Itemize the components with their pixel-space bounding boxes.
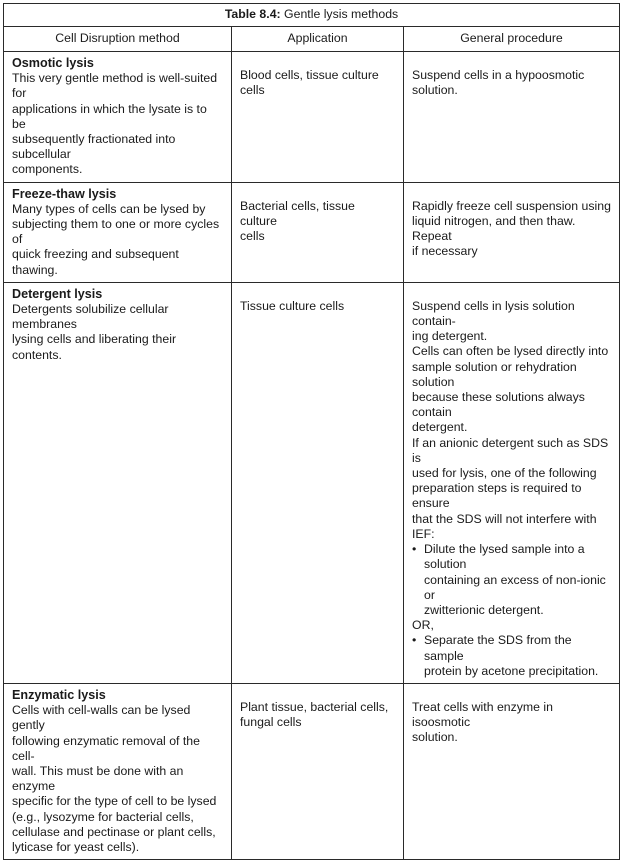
table-row — [4, 683, 620, 859]
application-cell — [232, 282, 404, 683]
procedure-line: Cells can often be lysed directly into — [412, 344, 609, 359]
header-application: Application — [232, 27, 404, 52]
description-line: components. — [12, 162, 83, 177]
application-cell — [232, 182, 404, 282]
procedure-line: ing detergent. — [412, 329, 488, 344]
description-line: (e.g., lysozyme for bacterial cells, — [12, 809, 194, 824]
bullet-dot: • — [412, 542, 417, 557]
or-text: OR, — [412, 618, 434, 633]
procedure-line: if necessary — [412, 244, 478, 259]
bullet-line: Separate the SDS from the sample — [424, 633, 572, 663]
description-line: This very gentle method is well-suited for — [12, 71, 218, 101]
description-line: lyticase for yeast cells). — [12, 839, 140, 854]
application-line: Bacterial cells, tissue culture — [240, 198, 355, 228]
method-cell — [4, 282, 232, 683]
bullet-item — [412, 542, 613, 618]
table-title: Gentle lysis methods — [284, 7, 399, 22]
description-line: following enzymatic removal of the cell- — [12, 733, 200, 763]
procedure-line: solution. — [412, 83, 458, 98]
method-cell — [4, 52, 232, 183]
table-header-row — [4, 27, 620, 52]
description-line: wall. This must be done with an enzyme — [12, 763, 184, 794]
description-line: Many types of cells can be lysed by — [12, 201, 206, 216]
method-name: Freeze-thaw lysis — [12, 186, 117, 201]
procedure-line: preparation steps is required to ensure — [412, 481, 582, 511]
description-line: lysing cells and liberating their contents. — [12, 332, 177, 362]
bullet-dot: • — [412, 633, 417, 648]
bullet-line: protein by acetone precipitation. — [424, 663, 599, 678]
procedure-line: sample solution or rehydration solution — [412, 359, 577, 389]
bullet-line: Dilute the lysed sample into a solution — [424, 542, 585, 572]
procedure-line: that the SDS will not interfere with IEF: — [412, 511, 597, 541]
table-row — [4, 182, 620, 282]
description-line: cellulase and pectinase or plant cells, — [12, 824, 216, 839]
application-line: Tissue culture cells — [240, 298, 345, 313]
application-line: cells — [240, 229, 265, 244]
method-cell — [4, 182, 232, 282]
table-number: Table 8.4: — [224, 7, 281, 22]
table-caption — [4, 4, 620, 27]
procedure-cell — [404, 182, 620, 282]
application-cell — [232, 683, 404, 859]
bullet-item — [412, 633, 613, 679]
header-method: Cell Disruption method — [4, 27, 232, 52]
bullet-line: zwitterionic detergent. — [424, 602, 544, 617]
description-line: applications in which the lysate is to be — [12, 101, 207, 131]
gentle-lysis-table — [3, 3, 620, 860]
description-line: specific for the type of cell to be lysed — [12, 794, 217, 809]
table-row — [4, 52, 620, 183]
procedure-line: Treat cells with enzyme in isoosmotic — [412, 699, 554, 730]
application-line: Plant tissue, bacterial cells, — [240, 699, 389, 714]
application-cell — [232, 52, 404, 183]
method-name: Detergent lysis — [12, 286, 103, 301]
description-line: Cells with cell-walls can be lysed gently — [12, 703, 191, 733]
procedure-line: liquid nitrogen, and then thaw. Repeat — [412, 213, 576, 244]
description-line: Detergents solubilize cellular membranes — [12, 302, 169, 332]
description-line: quick freezing and subsequent thawing. — [12, 247, 179, 277]
procedure-line: solution. — [412, 730, 458, 745]
bullet-line: containing an excess of non-ionic or — [424, 572, 606, 602]
method-name: Enzymatic lysis — [12, 687, 106, 702]
procedure-cell — [404, 282, 620, 683]
procedure-line: used for lysis, one of the following — [412, 466, 597, 481]
table-row — [4, 282, 620, 683]
procedure-line: because these solutions always contain — [412, 390, 585, 420]
application-line: fungal cells — [240, 715, 302, 730]
method-cell — [4, 683, 232, 859]
procedure-line: Suspend cells in lysis solution contain- — [412, 298, 575, 329]
application-line: Blood cells, tissue culture cells — [240, 68, 379, 98]
header-procedure: General procedure — [404, 27, 620, 52]
description-line: subjecting them to one or more cycles of — [12, 217, 220, 247]
procedure-line: Rapidly freeze cell suspension using — [412, 198, 611, 213]
procedure-line: detergent. — [412, 420, 468, 435]
procedure-line: Suspend cells in a hypoosmotic — [412, 68, 585, 82]
description-line: subsequently fractionated into subcellular — [12, 132, 176, 162]
procedure-cell — [404, 683, 620, 859]
procedure-cell — [404, 52, 620, 183]
procedure-line: If an anionic detergent such as SDS is — [412, 435, 609, 465]
method-name: Osmotic lysis — [12, 56, 94, 70]
